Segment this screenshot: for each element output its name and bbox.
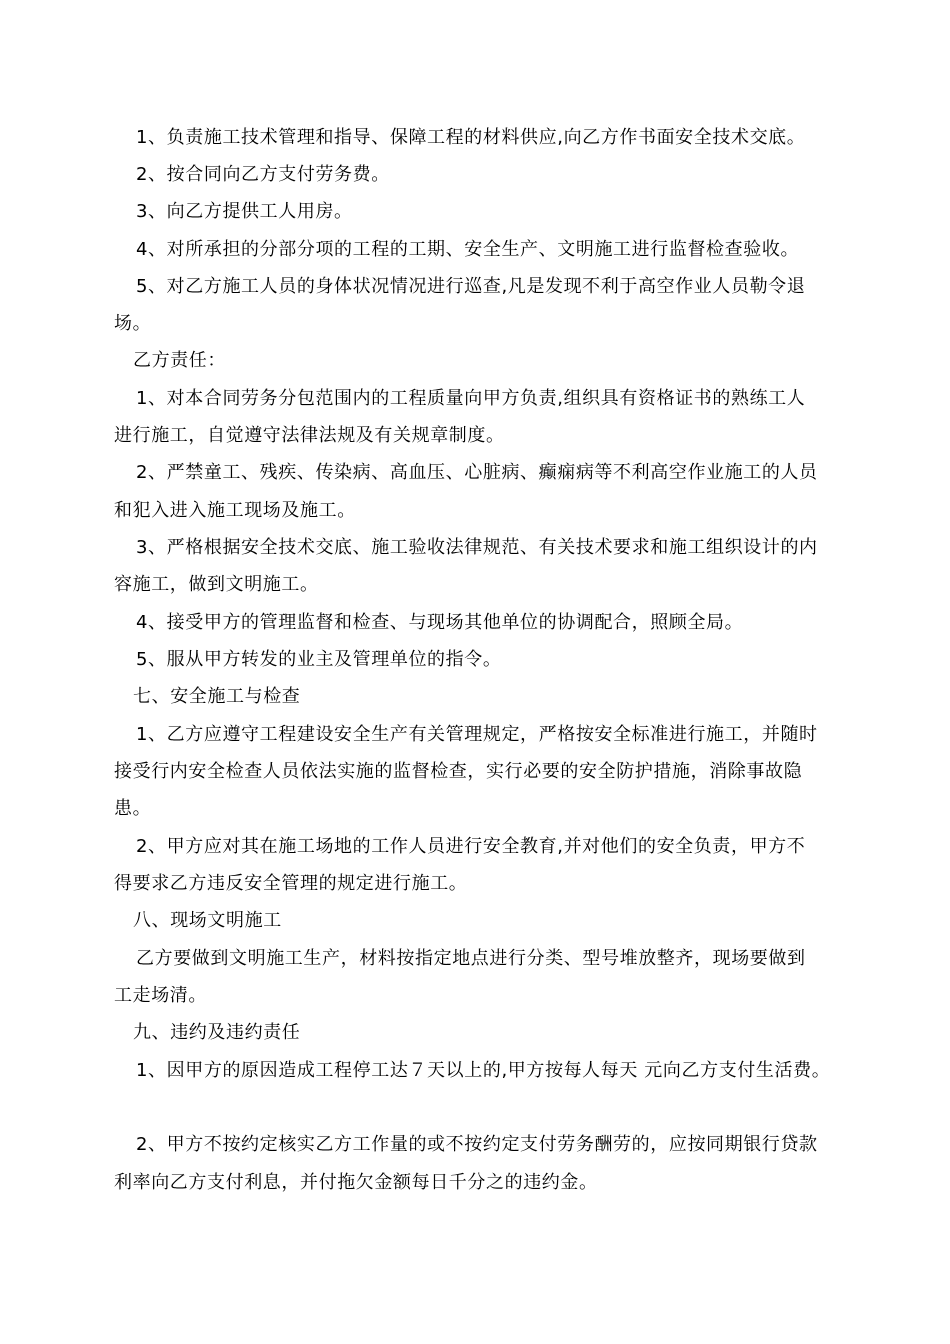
paragraph-line: 3、向乙方提供工人用房。: [136, 201, 353, 222]
paragraph-line: 1、因甲方的原因造成工程停工达７天以上的,甲方按每人每天 元向乙方支付生活费。: [136, 1060, 831, 1081]
section-heading: 八、现场文明施工: [133, 910, 282, 931]
paragraph-line: 4、接受甲方的管理监督和检查、与现场其他单位的协调配合，照顾全局。: [136, 612, 744, 633]
paragraph-line: 场。: [114, 313, 152, 334]
paragraph-line: 5、服从甲方转发的业主及管理单位的指令。: [136, 649, 502, 670]
paragraph-line: 1、负责施工技术管理和指导、保障工程的材料供应,向乙方作书面安全技术交底。: [136, 127, 806, 148]
paragraph-line: 2、甲方应对其在施工场地的工作人员进行安全教育,并对他们的安全负责，甲方不: [136, 836, 806, 857]
paragraph-line: 患。: [114, 798, 152, 819]
paragraph-line: 得要求乙方违反安全管理的规定进行施工。: [114, 873, 468, 894]
paragraph-line: 5、对乙方施工人员的身体状况情况进行巡查,凡是发现不利于高空作业人员勒令退: [136, 276, 806, 297]
paragraph-line: 3、严格根据安全技术交底、施工验收法律规范、有关技术要求和施工组织设计的内: [136, 537, 818, 558]
paragraph-line: 4、对所承担的分部分项的工程的工期、安全生产、文明施工进行监督检查验收。: [136, 239, 800, 260]
paragraph-line: 容施工，做到文明施工。: [114, 574, 319, 595]
paragraph-line: 乙方要做到文明施工生产，材料按指定地点进行分类、型号堆放整齐，现场要做到: [136, 948, 806, 969]
paragraph-line: 和犯入进入施工现场及施工。: [114, 500, 356, 521]
paragraph-line: 2、严禁童工、残疾、传染病、高血压、心脏病、癫痫病等不利高空作业施工的人员: [136, 462, 818, 483]
paragraph-line: 工走场清。: [114, 985, 207, 1006]
paragraph-line: 1、乙方应遵守工程建设安全生产有关管理规定，严格按安全标准进行施工，并随时: [136, 724, 818, 745]
section-heading: 乙方责任：: [133, 350, 226, 371]
paragraph-line: 2、按合同向乙方支付劳务费。: [136, 164, 390, 185]
paragraph-line: 利率向乙方支付利息，并付拖欠金额每日千分之的违约金。: [114, 1172, 598, 1193]
section-heading: 七、安全施工与检查: [133, 686, 301, 707]
paragraph-line: 接受行内安全检查人员依法实施的监督检查，实行必要的安全防护措施，消除事故隐: [114, 761, 803, 782]
section-heading: 九、违约及违约责任: [133, 1022, 301, 1043]
paragraph-line: 进行施工，自觉遵守法律法规及有关规章制度。: [114, 425, 505, 446]
paragraph-line: 1、对本合同劳务分包范围内的工程质量向甲方负责,组织具有资格证书的熟练工人: [136, 388, 806, 409]
paragraph-line: 2、甲方不按约定核实乙方工作量的或不按约定支付劳务酬劳的，应按同期银行贷款: [136, 1134, 818, 1155]
